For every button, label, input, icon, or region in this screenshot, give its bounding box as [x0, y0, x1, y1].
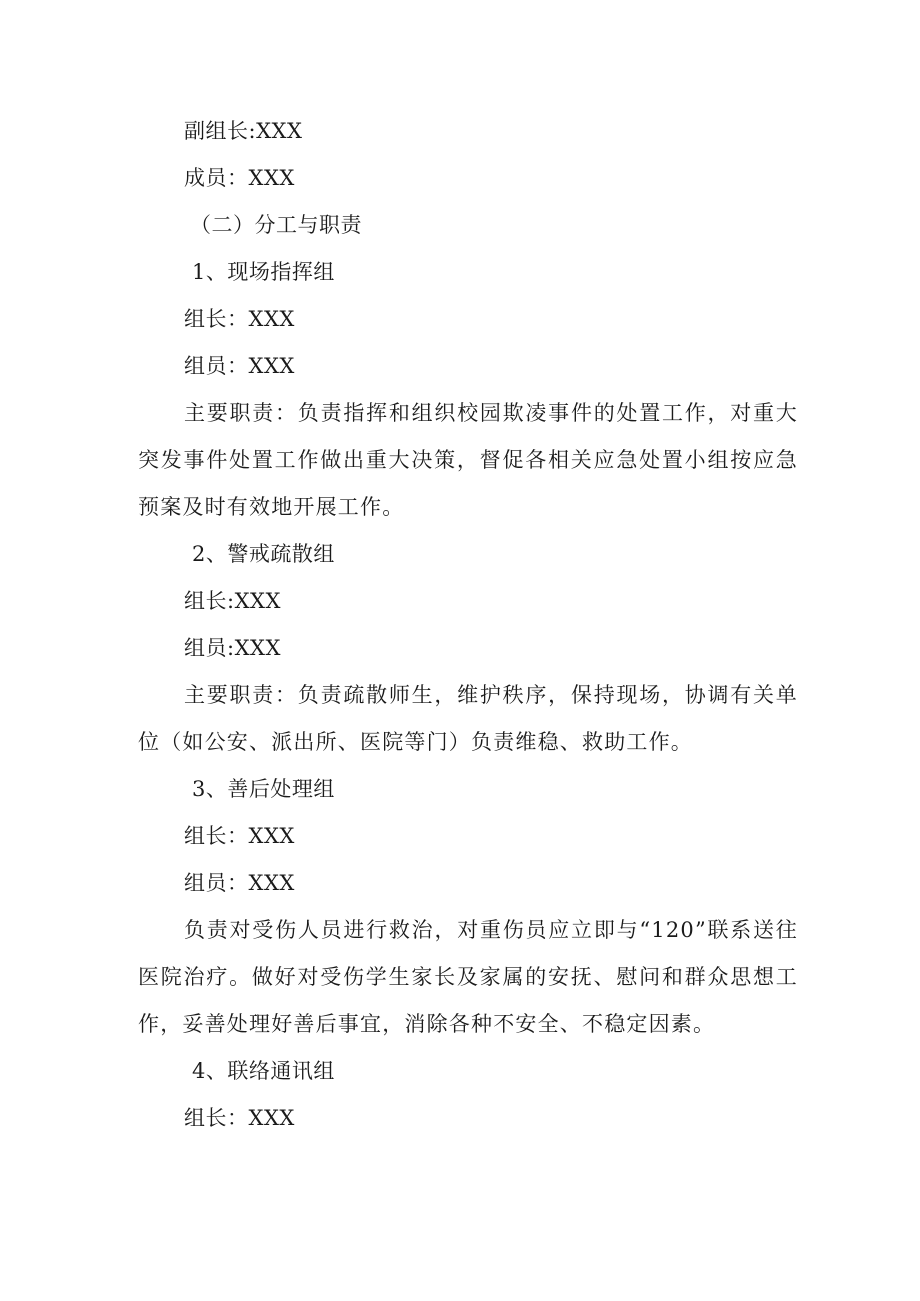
duty-paragraph-evacuation: 主要职责：负责疏散师生，维护秩序，保持现场，协调有关单位（如公安、派出所、医院等门）负责维稳、救助工作。 — [138, 683, 798, 754]
group-title-aftermath: 3、善后处理组 — [192, 777, 335, 801]
group-member-line: 组员：XXX — [184, 354, 295, 378]
group-title-command: 1、现场指挥组 — [192, 260, 335, 284]
group-title-evacuation: 2、警戒疏散组 — [192, 542, 335, 566]
duty-paragraph-command: 主要职责：负责指挥和组织校园欺凌事件的处置工作，对重大突发事件处置工作做出重大决策，督促各相关应急处置小组按应急预案及时有效地开展工作。 — [138, 401, 798, 519]
group-leader-line: 组长:XXX — [184, 589, 281, 613]
group-leader-line: 组长：XXX — [184, 1106, 295, 1130]
group-title-communication: 4、联络通讯组 — [192, 1059, 335, 1083]
group-leader-line: 组长：XXX — [184, 307, 295, 331]
duty-paragraph-aftermath: 负责对受伤人员进行救治，对重伤员应立即与“120”联系送往医院治疗。做好对受伤学生家长及家属的安抚、慰问和群众思想工作，妥善处理好善后事宜，消除各种不安全、不稳定因素。 — [138, 918, 798, 1036]
members-line: 成员：XXX — [184, 166, 295, 190]
group-leader-line: 组长：XXX — [184, 824, 295, 848]
deputy-leader-line: 副组长:XXX — [184, 119, 303, 143]
section-heading: （二）分工与职责 — [190, 213, 362, 237]
document-body — [138, 108, 798, 1142]
group-member-line: 组员：XXX — [184, 871, 295, 895]
group-member-line: 组员:XXX — [184, 636, 281, 660]
